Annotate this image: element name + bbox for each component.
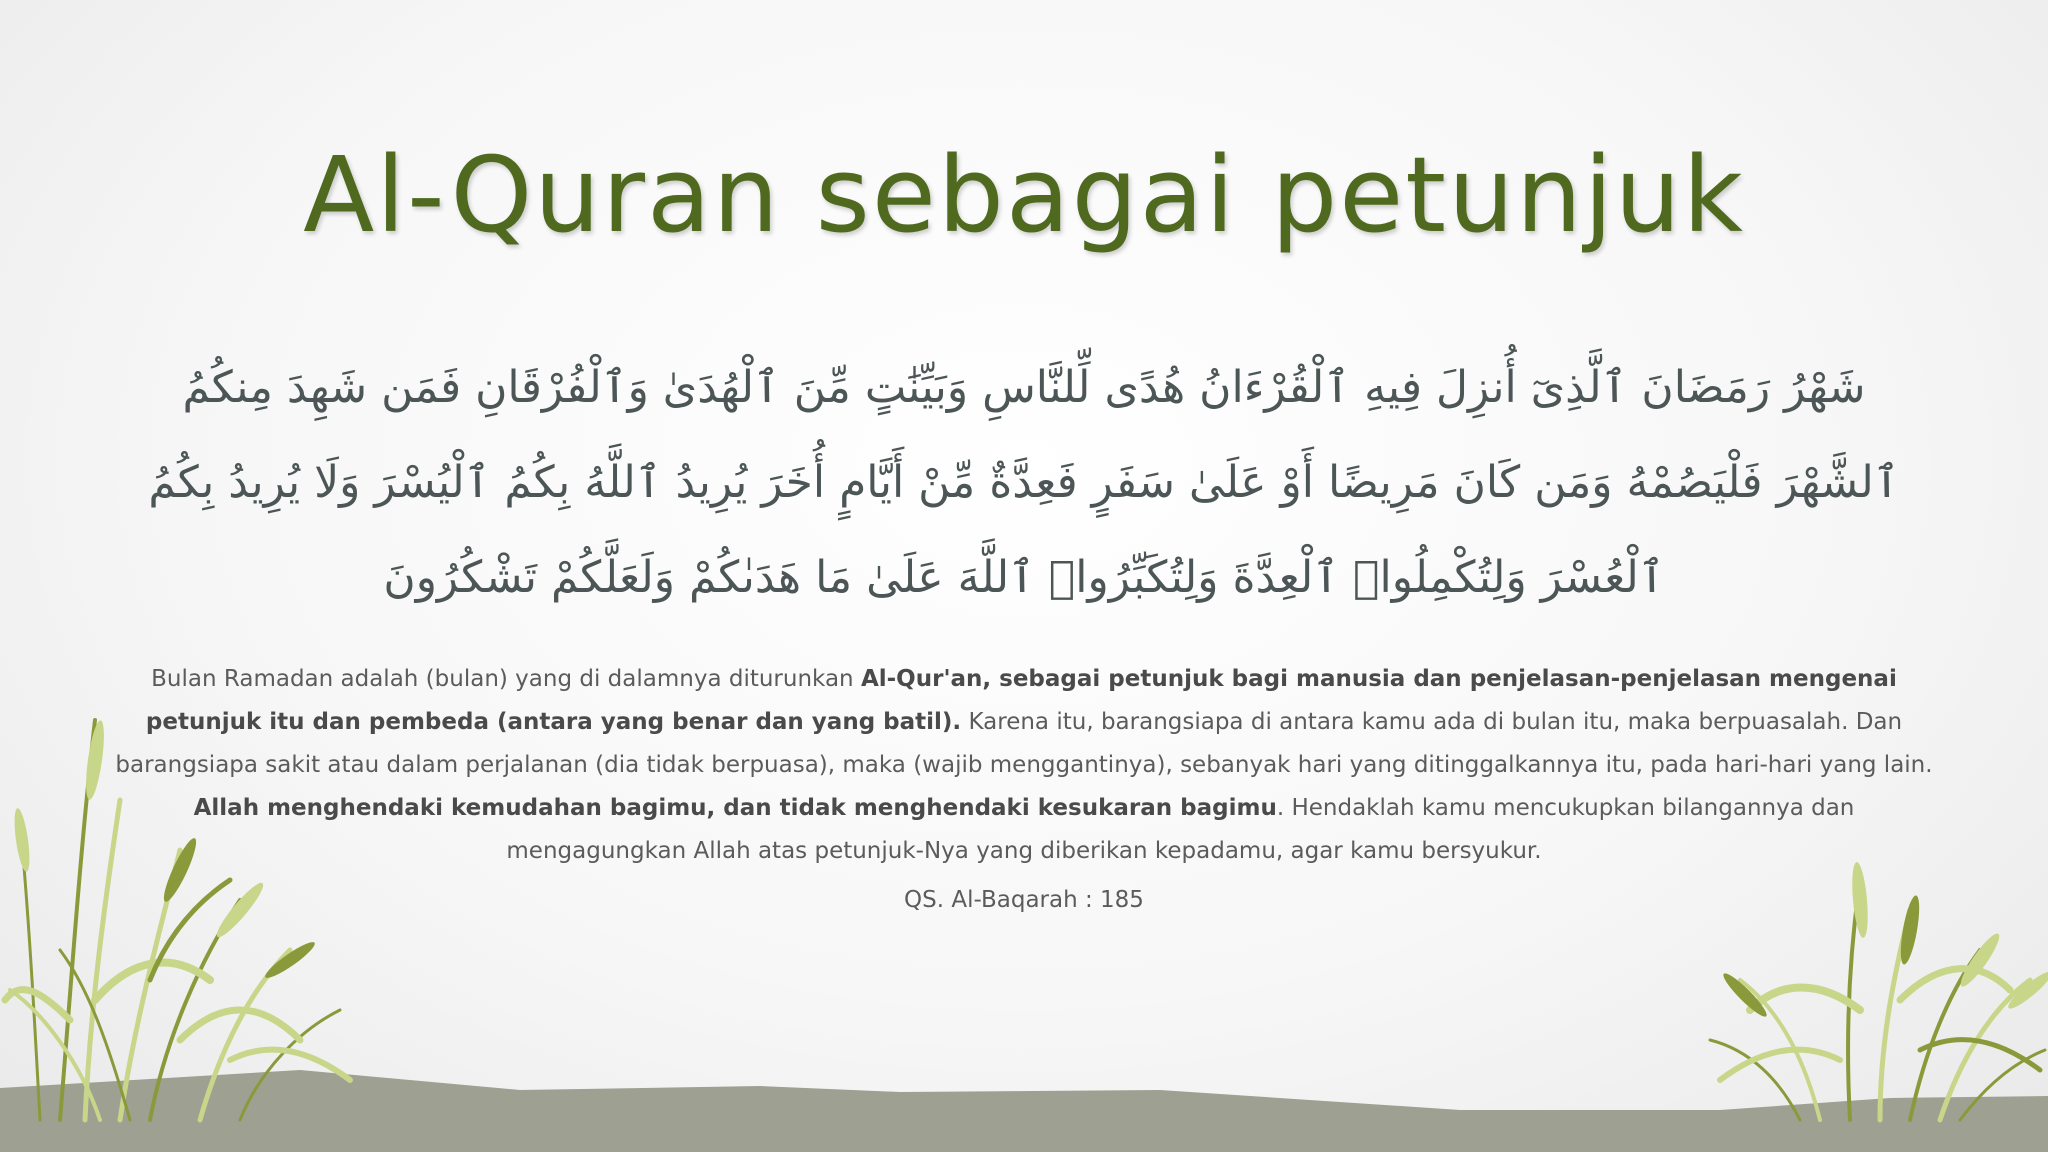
- verse-reference: QS. Al-Baqarah : 185: [904, 887, 1144, 913]
- translation-text-2: Karena itu, barangsiapa di antara kamu ada di bulan itu, maka berpuasalah. Dan barangsiapa sakit atau dalam perjalanan (dia tidak berpuasa), maka (wajib menggantinya), sebanyak hari yang ditinggalkannya itu, pada hari-hari yang lain.: [115, 709, 1933, 778]
- translation-bold-1: Al-Qur'an, sebagai petunjuk bagi manusia dan penjelasan-penjelasan mengenai petunjuk itu dan pembeda (antara yang benar dan yang batil).: [145, 666, 1897, 735]
- quran-verse-arabic: شَهْرُ رَمَضَانَ ٱلَّذِىٓ أُنزِلَ فِيهِ ٱلْقُرْءَانُ هُدًى لِّلنَّاسِ وَبَيِّنَٰتٍ مِّنَ ٱلْهُدَىٰ وَٱلْفُرْقَانِ فَمَن شَهِدَ مِنكُمُ ٱلشَّهْرَ فَلْيَصُمْهُ وَمَن كَانَ مَرِيضًا أَوْ عَلَىٰ سَفَرٍ فَعِدَّةٌ مِّنْ أَيَّامٍ أُخَرَ يُرِيدُ ٱللَّهُ بِكُمُ ٱلْيُسْرَ وَلَا يُرِيدُ بِكُمُ ٱلْعُسْرَ وَلِتُكْمِلُوا۟ ٱلْعِدَّةَ وَلِتُكَبِّرُوا۟ ٱللَّهَ عَلَىٰ مَا هَدَىٰكُمْ وَلَعَلَّكُمْ تَشْكُرُونَ: [148, 362, 1900, 603]
- translation-text-3: . Hendaklah kamu mencukupkan bilangannya dan mengagungkan Allah atas petunjuk-Nya yang diberikan kepadamu, agar kamu bersyukur.: [506, 795, 1855, 864]
- page-title: Al-Quran sebagai petunjuk: [303, 134, 1745, 256]
- ground: [0, 1070, 2048, 1152]
- translation-bold-2: Allah menghendaki kemudahan bagimu, dan tidak menghendaki kesukaran bagimu: [193, 795, 1277, 821]
- translation-text-1: Bulan Ramadan adalah (bulan) yang di dalamnya diturunkan: [151, 666, 861, 692]
- verse-translation: [110, 658, 1938, 873]
